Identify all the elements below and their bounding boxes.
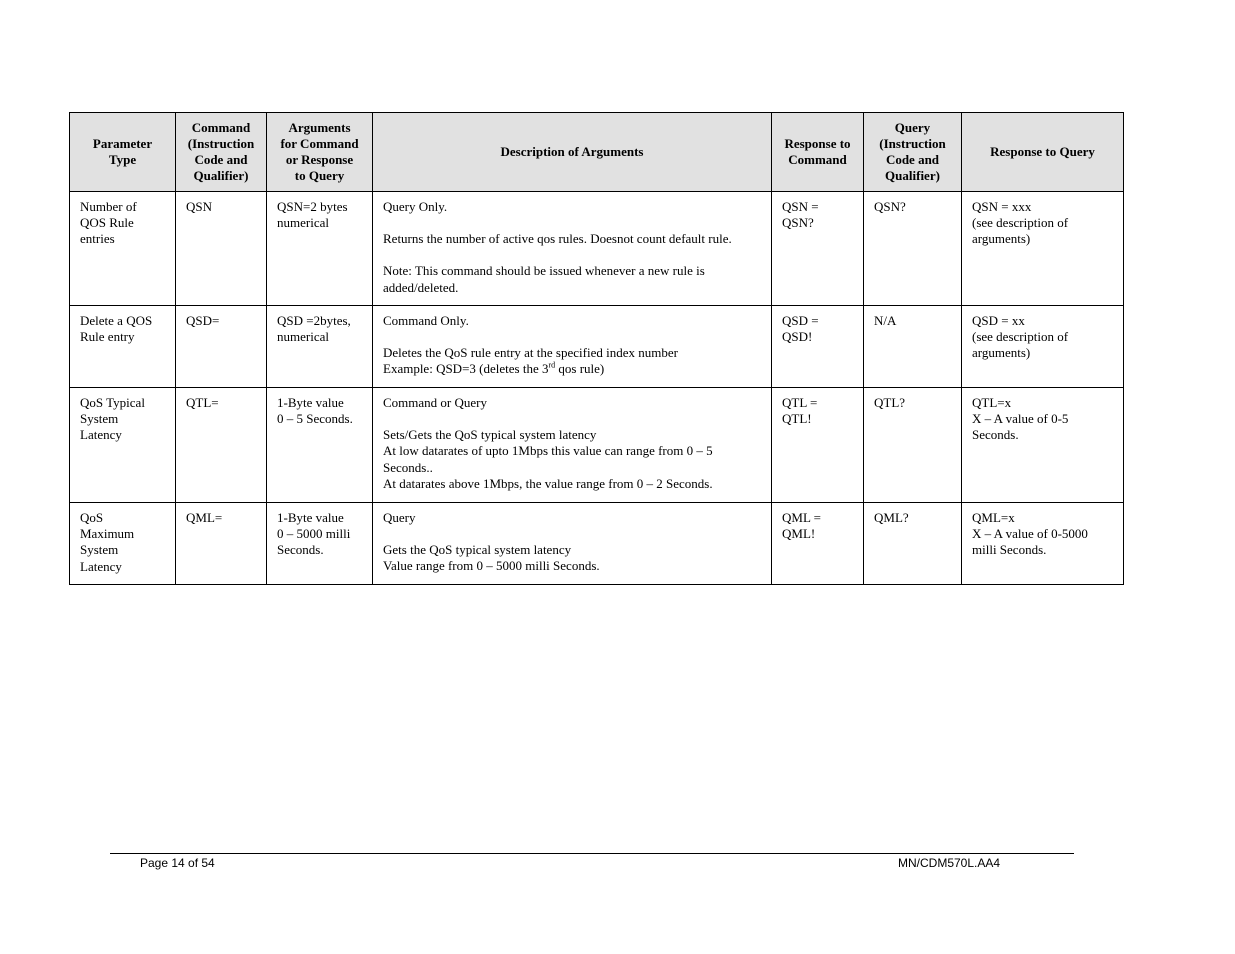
cell-arguments: QSD =2bytes, numerical xyxy=(267,306,373,388)
header-parameter-type: Parameter Type xyxy=(70,113,176,192)
cell-response-to-query: QML=x X – A value of 0-5000 milli Seconds. xyxy=(962,503,1124,585)
header-response-to-command: Response to Command xyxy=(772,113,864,192)
cell-parameter-type: Number of QOS Rule entries xyxy=(70,192,176,306)
cell-response-to-command: QSD = QSD! xyxy=(772,306,864,388)
cell-parameter-type: QoS Maximum System Latency xyxy=(70,503,176,585)
cell-command: QML= xyxy=(176,503,267,585)
example-line: Example: QSD=3 (deletes the 3rd qos rule) xyxy=(383,361,605,377)
cell-response-to-command: QSN = QSN? xyxy=(772,192,864,306)
cell-response-to-query: QSN = xxx (see description of arguments) xyxy=(962,192,1124,306)
header-row xyxy=(70,113,1124,192)
table-row xyxy=(70,388,1124,503)
cell-arguments: 1-Byte value 0 – 5 Seconds. xyxy=(267,388,373,503)
cell-parameter-type: QoS Typical System Latency xyxy=(70,388,176,503)
cell-command: QSD= xyxy=(176,306,267,388)
cell-description: Query Only. Returns the number of active qos rules. Doesnot count default rule. Note: This command should be issued whenever a new rule is added/deleted. xyxy=(373,192,772,306)
table-row xyxy=(70,306,1124,388)
cell-description: Command Only. Deletes the QoS rule entry at the specified index number Example: QSD=3 (deletes the 3rd qos rule) xyxy=(373,306,772,388)
cell-parameter-type: Delete a QOS Rule entry xyxy=(70,306,176,388)
cell-description: Command or Query Sets/Gets the QoS typical system latency At low datarates of upto 1Mbps this value can range from 0 – 5 Seconds.. At datarates above 1Mbps, the value range from 0 – 2 Seconds. xyxy=(373,388,772,503)
cell-query: QSN? xyxy=(864,192,962,306)
header-arguments: Arguments for Command or Response to Query xyxy=(267,113,373,192)
cell-arguments: 1-Byte value 0 – 5000 milli Seconds. xyxy=(267,503,373,585)
header-response-to-query: Response to Query xyxy=(962,113,1124,192)
cell-response-to-query: QSD = xx (see description of arguments) xyxy=(962,306,1124,388)
command-spec-table xyxy=(69,112,1124,585)
cell-response-to-query: QTL=x X – A value of 0-5 Seconds. xyxy=(962,388,1124,503)
cell-description: Query Gets the QoS typical system latency Value range from 0 – 5000 milli Seconds. xyxy=(373,503,772,585)
cell-query: QML? xyxy=(864,503,962,585)
table-row xyxy=(70,192,1124,306)
header-query: Query (Instruction Code and Qualifier) xyxy=(864,113,962,192)
cell-arguments: QSN=2 bytes numerical xyxy=(267,192,373,306)
cell-response-to-command: QML = QML! xyxy=(772,503,864,585)
footer-divider xyxy=(110,853,1074,854)
cell-query: N/A xyxy=(864,306,962,388)
page-number: Page 14 of 54 xyxy=(140,856,215,870)
cell-response-to-command: QTL = QTL! xyxy=(772,388,864,503)
header-description: Description of Arguments xyxy=(373,113,772,192)
table-row xyxy=(70,503,1124,585)
cell-command: QSN xyxy=(176,192,267,306)
cell-command: QTL= xyxy=(176,388,267,503)
cell-query: QTL? xyxy=(864,388,962,503)
document-id: MN/CDM570L.AA4 xyxy=(898,856,1001,870)
header-command: Command (Instruction Code and Qualifier) xyxy=(176,113,267,192)
